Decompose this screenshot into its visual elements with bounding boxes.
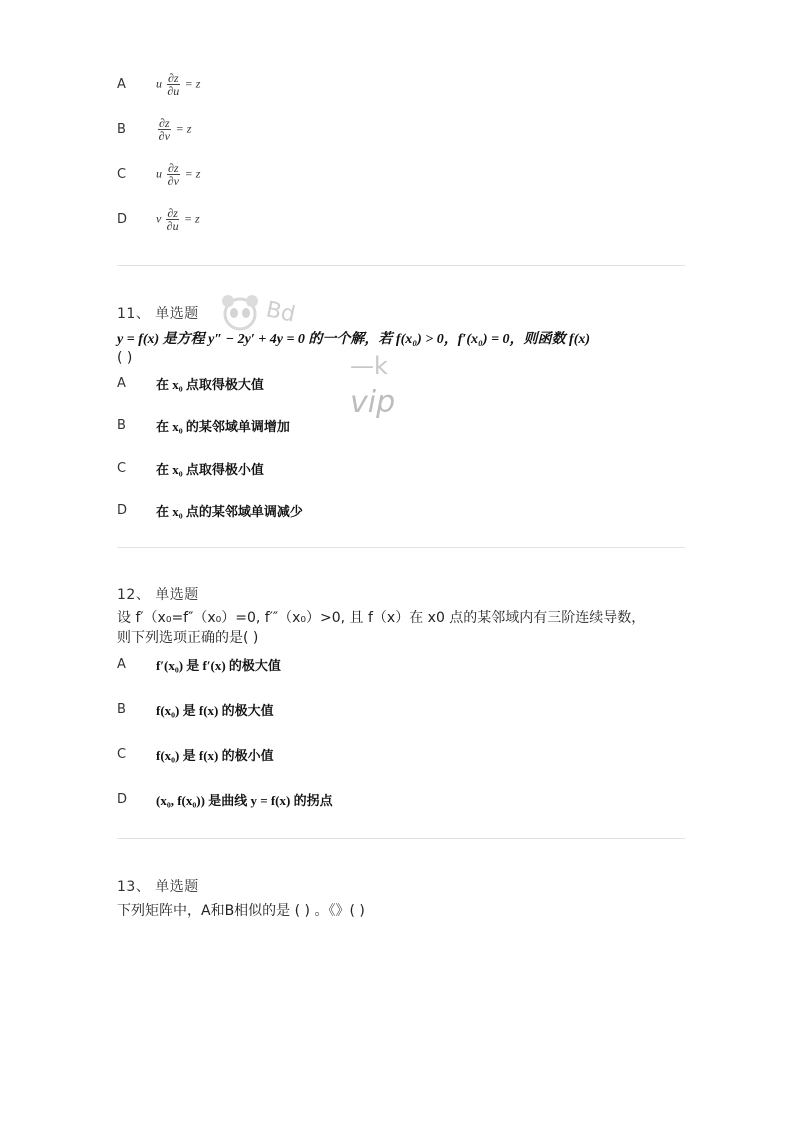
partial-fraction: [167, 72, 180, 97]
frac-num: ∂z: [167, 206, 178, 220]
option-formula: [156, 72, 200, 97]
formula-suffix: = z: [175, 121, 192, 136]
question-divider: [117, 838, 685, 839]
frac-num: ∂z: [168, 71, 179, 85]
option-text: (x₀, f(x₀)) 是曲线 y = f(x) 的拐点: [156, 793, 333, 808]
option-letter: B: [117, 418, 126, 433]
option-letter: C: [117, 461, 127, 476]
question-divider: [117, 265, 685, 266]
q10-option-d[interactable]: [117, 207, 200, 232]
option-text: 在 x₀ 点取得极小值: [156, 462, 264, 477]
watermark-text: —k: [350, 352, 388, 380]
option-letter: C: [117, 167, 127, 182]
option-letter: A: [117, 77, 126, 92]
option-formula: [156, 162, 200, 187]
question-number: 11: [117, 306, 136, 322]
q13-header: 13、 单选题: [117, 879, 199, 895]
option-letter: C: [117, 747, 127, 762]
question-number: 12: [117, 587, 136, 603]
option-letter: A: [117, 376, 126, 391]
option-formula: [156, 117, 191, 142]
q12-option-a[interactable]: [117, 655, 281, 674]
option-text: f′(x₀) 是 f′(x) 的极大值: [156, 658, 281, 673]
option-text: f(x₀) 是 f(x) 的极大值: [156, 703, 274, 718]
question-number: 13: [117, 879, 136, 895]
option-text: 在 x₀ 点取得极大值: [156, 377, 264, 392]
q11-option-a[interactable]: [117, 374, 264, 393]
q11-stem-line2: ( ): [117, 350, 133, 366]
q12-header: 12、 单选题: [117, 587, 199, 603]
option-letter: D: [117, 792, 128, 807]
question-divider: [117, 547, 685, 548]
q13-stem: 下列矩阵中，A和B相似的是 ( ) 。《》( ): [117, 903, 365, 919]
watermark-text: vip: [350, 385, 396, 420]
q10-option-b[interactable]: [117, 117, 191, 142]
frac-den: ∂v: [158, 129, 170, 143]
frac-num: ∂z: [159, 116, 170, 130]
q10-option-c[interactable]: [117, 162, 200, 187]
option-letter: A: [117, 657, 126, 672]
formula-suffix: = z: [184, 76, 201, 91]
formula-prefix: v: [156, 211, 162, 226]
q11-option-b[interactable]: [117, 416, 290, 435]
option-letter: B: [117, 122, 126, 137]
option-text: 在 x₀ 的某邻域单调增加: [156, 419, 290, 434]
q12-stem-line2: 则下列选项正确的是( ): [117, 630, 259, 646]
partial-fraction: [158, 117, 171, 142]
q12-stem: 设 f′（x₀=f″（x₀）=0, f′″（x₀）>0, 且 f（x）在 x0 点的某邻域内有三阶连续导数，: [117, 610, 646, 626]
q11-header: 11、 单选题: [117, 306, 199, 322]
option-text: f(x₀) 是 f(x) 的极小值: [156, 748, 274, 763]
frac-num: ∂z: [168, 161, 179, 175]
option-text: 在 x₀ 点的某邻域单调减少: [156, 504, 303, 519]
q10-option-a[interactable]: [117, 72, 200, 97]
formula-prefix: u: [156, 166, 162, 181]
watermark-text: Bd: [263, 297, 298, 328]
frac-den: ∂v: [167, 174, 179, 188]
option-formula: [156, 207, 200, 232]
q12-option-b[interactable]: [117, 700, 274, 719]
q11-stem: y = f(x) 是方程 y″ − 2y′ + 4y = 0 的一个解，若 f(x₀) > 0，f′(x₀) = 0，则函数 f(x): [117, 332, 591, 347]
option-letter: B: [117, 702, 126, 717]
frac-den: ∂u: [167, 84, 180, 98]
option-letter: D: [117, 503, 128, 518]
partial-fraction: [166, 207, 179, 232]
formula-suffix: = z: [184, 166, 201, 181]
partial-fraction: [167, 162, 180, 187]
question-type: 单选题: [155, 587, 199, 603]
frac-den: ∂u: [166, 219, 179, 233]
q12-option-d[interactable]: [117, 790, 333, 809]
question-type: 单选题: [155, 306, 199, 322]
question-type: 单选题: [155, 879, 199, 895]
option-letter: D: [117, 212, 128, 227]
q11-option-c[interactable]: [117, 459, 264, 478]
q12-option-c[interactable]: [117, 745, 274, 764]
q11-option-d[interactable]: [117, 501, 303, 520]
formula-suffix: = z: [183, 211, 200, 226]
formula-prefix: u: [156, 76, 162, 91]
